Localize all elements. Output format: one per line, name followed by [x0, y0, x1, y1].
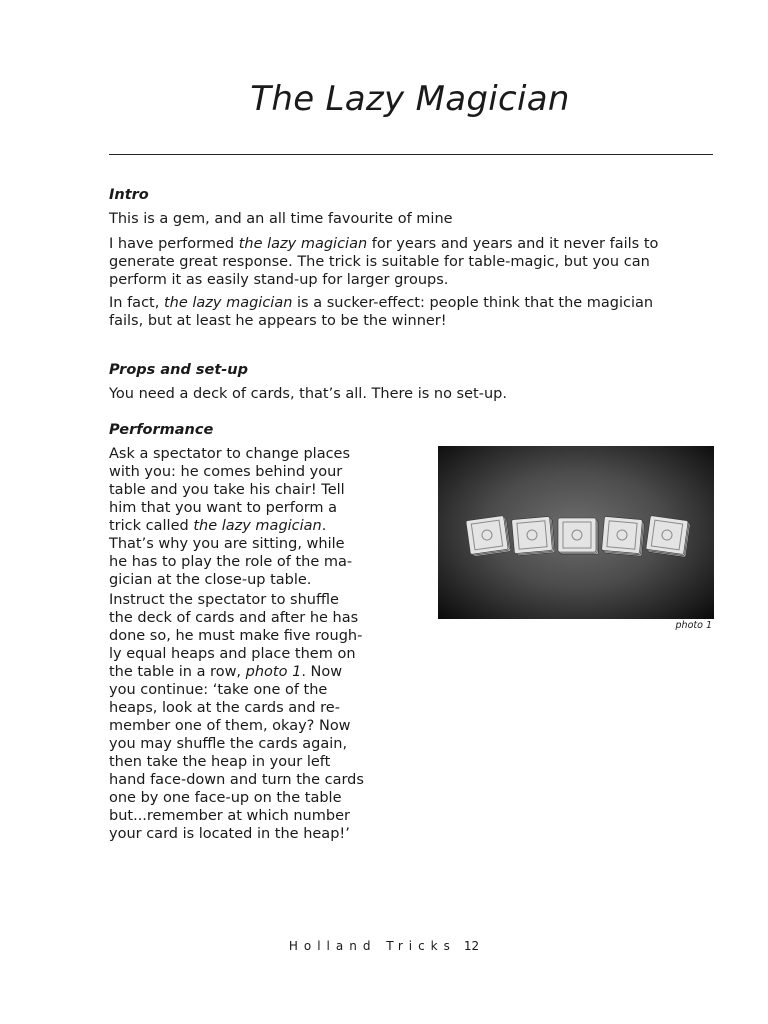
performance-paragraph-2: Instruct the spectator to shuffle the deck of cards and after he has done so, he must make five rough- ly equal heaps and place them on the table in a row, photo 1. Now you continue: ‘take one of the heaps, look at the cards and re- member one of them, okay? Now you may shuffle the cards again, then take the heap in your left hand face-down and turn the cards one by one face-up on the table but...remember at which number your card is located in the heap!’: [109, 592, 364, 842]
card-heap: [558, 518, 598, 554]
intro-paragraph-3: In fact, the lazy magician is a sucker-effect: people think that the magician fails, but at least he appears to be the winner!: [109, 295, 654, 329]
intro-heading: Intro: [109, 187, 149, 203]
card-heap: [512, 516, 555, 556]
title-divider: [109, 154, 713, 155]
card-heap: [601, 516, 644, 556]
trick-name-emphasis: the lazy magician: [238, 236, 368, 252]
intro-paragraph-1: This is a gem, and an all time favourite of mine: [109, 211, 453, 227]
footer-brand: Holland Tricks: [288, 939, 456, 953]
card-heap: [645, 516, 690, 558]
page-title: The Lazy Magician: [250, 79, 570, 119]
photo-reference: photo 1: [245, 664, 302, 680]
trick-name-emphasis: the lazy magician: [193, 518, 322, 534]
card-heap: [466, 515, 511, 557]
page-footer: [0, 938, 768, 954]
props-heading: Props and set-up: [109, 362, 249, 378]
page-number: 12: [463, 939, 480, 953]
performance-heading: Performance: [109, 422, 214, 438]
performance-paragraph-1: Ask a spectator to change places with you: he comes behind your table and you take his chair! Tell him that you want to perform a trick called the lazy magician. That’s why you are sitting, while he has to play the role of the ma- gician at the close-up table.: [109, 446, 353, 588]
photo-caption: photo 1: [675, 620, 712, 631]
photo-five-card-heaps: [438, 446, 714, 619]
card-heaps-illustration: [438, 446, 714, 619]
intro-paragraph-2: I have performed the lazy magician for years and years and it never fails to generate great response. The trick is suitable for table-magic, but you can perform it as easily stand-up for larger groups.: [109, 236, 659, 288]
props-paragraph: You need a deck of cards, that’s all. There is no set-up.: [109, 386, 507, 402]
trick-name-emphasis: the lazy magician: [163, 295, 293, 311]
